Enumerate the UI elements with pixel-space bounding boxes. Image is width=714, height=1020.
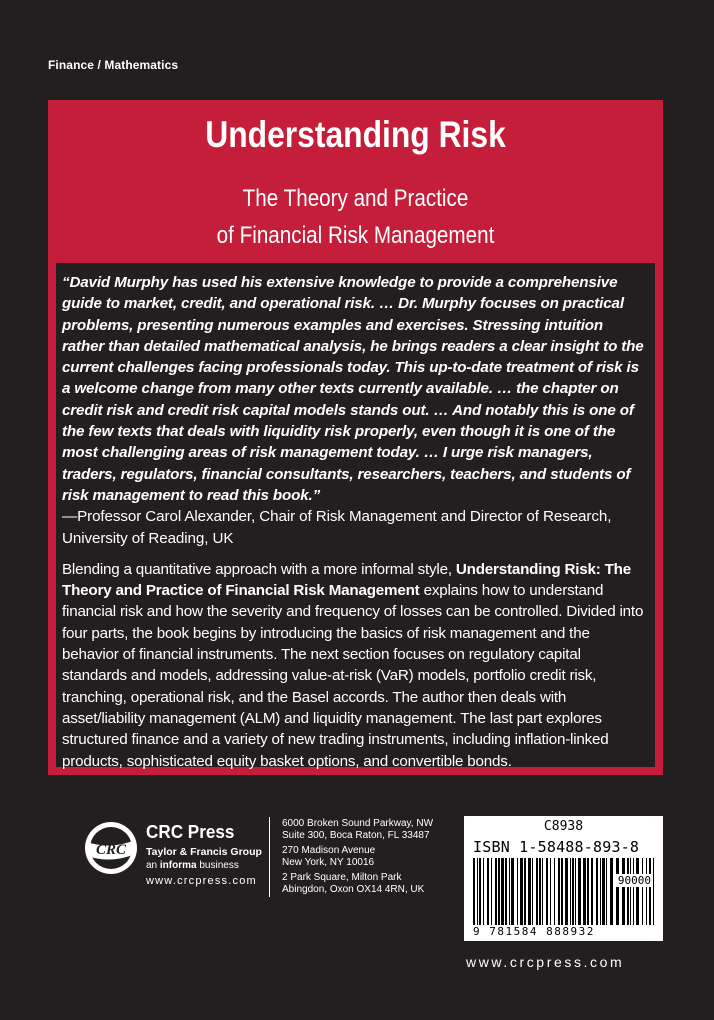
- address-line: 6000 Broken Sound Parkway, NW: [282, 818, 434, 829]
- address-abingdon: [282, 872, 424, 895]
- address-line: Suite 300, Boca Raton, FL 33487: [282, 829, 430, 841]
- publisher-group: Taylor & Francis Group: [146, 846, 262, 858]
- business-bold: informa: [159, 860, 197, 871]
- barcode-isbn: ISBN 1-58488-893-8: [473, 838, 640, 856]
- address-new-york: [282, 845, 375, 868]
- description-intro: Blending a quantitative approach with a more informal style,: [62, 560, 456, 578]
- publisher-name: CRC Press: [146, 822, 235, 842]
- description-body: explains how to understand financial risk and how the severity and frequency of losses can be controlled. Divided into four parts, the book begins by introducing the basics of risk management and the behavior of financial instruments. The next section focuses on regulatory capital standards and models, addressing value-at-risk (VaR) models, portfolio credit risk, tranching, operational risk, and the Basel accords. The author then deals with asset/liability management (ALM) and liquidity management. The last part explores structured finance and a variety of new trading instruments, including inflation-linked products, sophisticated equity basket options, and convertible bonds.: [62, 582, 644, 770]
- publisher-url[interactable]: www.crcpress.com: [146, 875, 257, 887]
- barcode-block: [464, 816, 663, 941]
- address-line: 270 Madison Avenue: [282, 845, 376, 856]
- address-boca-raton: [282, 818, 433, 841]
- subtitle-line-1: The Theory and Practice: [242, 185, 469, 212]
- book-title: Understanding Risk: [205, 114, 506, 155]
- address-line: 2 Park Square, Milton Park: [282, 872, 402, 883]
- book-description: [62, 559, 649, 772]
- description-title: Understanding Risk: The Theory and Practice of Financial Risk Management: [62, 560, 632, 600]
- barcode-number: 9 781584 888932: [473, 925, 595, 938]
- barcode-price-code: 90000: [617, 874, 651, 887]
- review-attribution: —Professor Carol Alexander, Chair of Risk Management and Director of Research, University of Reading, UK: [62, 508, 612, 547]
- business-prefix: an: [146, 860, 160, 871]
- subtitle-line-2: of Financial Risk Management: [216, 222, 495, 249]
- address-line: Abingdon, Oxon OX14 4RN, UK: [282, 883, 425, 895]
- business-suffix: business: [196, 860, 239, 871]
- crc-logo-text: CRC: [95, 842, 127, 858]
- barcode-bars-icon: [473, 858, 654, 925]
- crc-logo-icon: [83, 820, 139, 876]
- book-subtitle: [91, 180, 620, 254]
- text-panel: [56, 263, 655, 770]
- category-label: Finance / Mathematics: [48, 58, 179, 72]
- publisher-business: [146, 860, 239, 871]
- barcode-code: C8938: [543, 819, 584, 834]
- address-divider: [269, 817, 270, 897]
- address-line: New York, NY 10016: [282, 856, 375, 868]
- review-quote: “David Murphy has used his extensive knowledge to provide a comprehensive guide to market, credit, and operational risk. … Dr. Murphy focuses on practical problems, presenting numerous examples and exercises. Stressing intuition rather than detailed mathematical analysis, he brings readers a clear insight to the current challenges facing professionals today. This up-to-date treatment of risk is a welcome change from many other texts currently available. … the chapter on credit risk and credit risk capital models stands out. … And notably this is one of the few texts that deals with liquidity risk properly, even though it is one of the most challenging areas of risk management today. … I urge risk managers, traders, regulators, financial consultants, researchers, teachers, and students of risk management to read this book.”: [62, 274, 644, 504]
- bottom-url[interactable]: www.crcpress.com: [466, 954, 625, 970]
